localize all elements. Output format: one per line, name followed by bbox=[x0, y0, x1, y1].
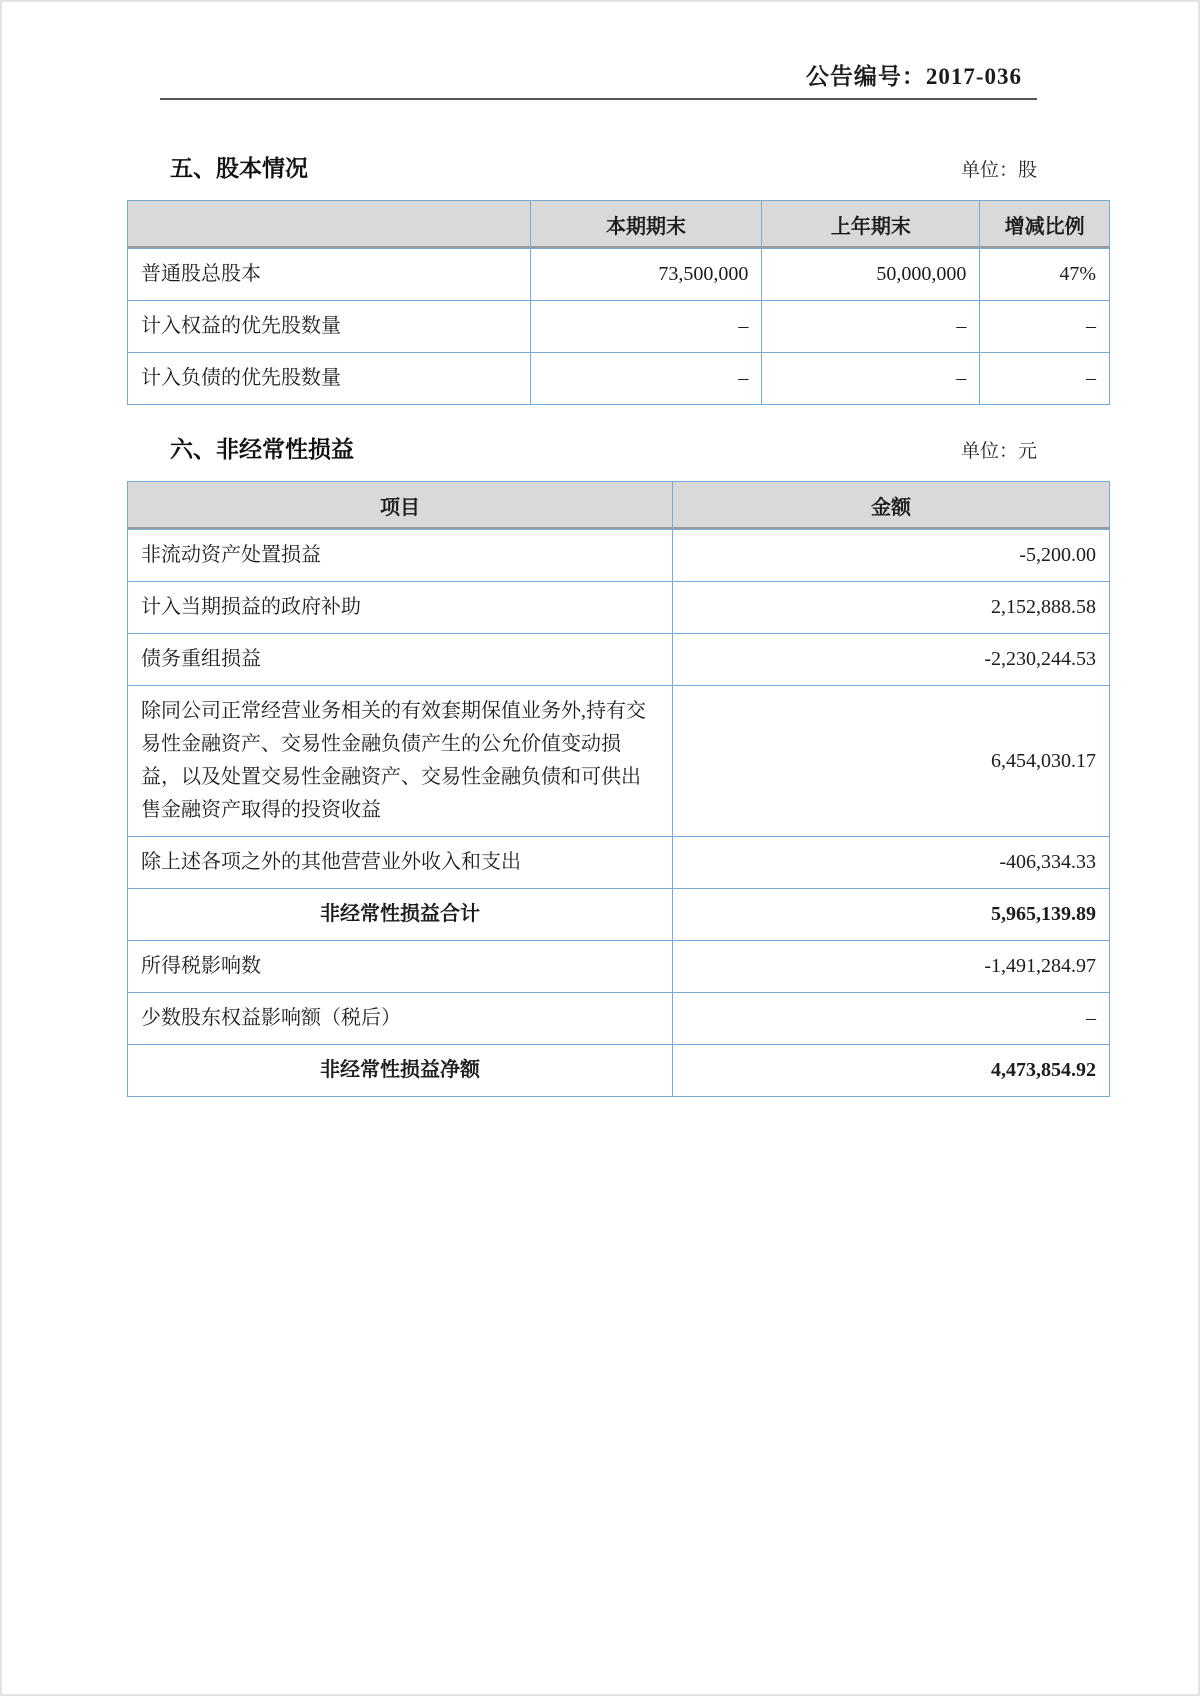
unit-label-yuan: 单位：元 bbox=[960, 441, 1037, 462]
cell-amount: 6,454,030.17 bbox=[673, 686, 1110, 837]
section-head-nonrecurring bbox=[127, 431, 1110, 464]
table-row bbox=[128, 249, 1110, 301]
announcement-number: 公告编号：2017-036 bbox=[805, 64, 1022, 89]
cell-item: 除上述各项之外的其他营营业外收入和支出 bbox=[128, 837, 673, 889]
cell-amount: 2,152,888.58 bbox=[673, 582, 1110, 634]
table-row bbox=[128, 353, 1110, 405]
document-page bbox=[127, 0, 1110, 1097]
cell-item: 少数股东权益影响额（税后） bbox=[128, 993, 673, 1045]
cell-item: 非流动资产处置损益 bbox=[128, 530, 673, 582]
cell-current: 73,500,000 bbox=[530, 249, 762, 301]
cell-label: 普通股总股本 bbox=[128, 249, 531, 301]
section-head-share-capital bbox=[127, 150, 1110, 183]
share-capital-table bbox=[127, 200, 1110, 405]
header-divider bbox=[160, 98, 1037, 100]
table-row bbox=[128, 530, 1110, 582]
cell-amount: 4,473,854.92 bbox=[673, 1045, 1110, 1097]
cell-item: 债务重组损益 bbox=[128, 634, 673, 686]
cell-item: 所得税影响数 bbox=[128, 941, 673, 993]
nonrecurring-table bbox=[127, 481, 1110, 1097]
table-row bbox=[128, 941, 1110, 993]
cell-amount: -2,230,244.53 bbox=[673, 634, 1110, 686]
cell-item: 计入当期损益的政府补助 bbox=[128, 582, 673, 634]
cell-current: – bbox=[530, 301, 762, 353]
section-nonrecurring bbox=[127, 431, 1110, 1097]
cell-previous: – bbox=[762, 301, 980, 353]
cell-amount: 5,965,139.89 bbox=[673, 889, 1110, 941]
cell-previous: – bbox=[762, 353, 980, 405]
table-row bbox=[128, 837, 1110, 889]
cell-label: 计入权益的优先股数量 bbox=[128, 301, 531, 353]
unit-label-shares: 单位：股 bbox=[960, 160, 1037, 181]
share-capital-header-row bbox=[128, 201, 1110, 249]
cell-amount: -406,334.33 bbox=[673, 837, 1110, 889]
cell-item: 除同公司正常经营业务相关的有效套期保值业务外,持有交易性金融资产、交易性金融负债产生的公允价值变动损益，以及处置交易性金融资产、交易性金融负债和可供出售金融资产取得的投资收益 bbox=[128, 686, 673, 837]
column-header-amount: 金额 bbox=[673, 482, 1110, 530]
cell-amount: – bbox=[673, 993, 1110, 1045]
table-row bbox=[128, 993, 1110, 1045]
table-row bbox=[128, 1045, 1110, 1097]
nonrecurring-header-row bbox=[128, 482, 1110, 530]
column-header-change: 增减比例 bbox=[980, 201, 1110, 249]
cell-change: – bbox=[980, 353, 1110, 405]
column-header-previous: 上年期末 bbox=[762, 201, 980, 249]
cell-item: 非经常性损益合计 bbox=[128, 889, 673, 941]
cell-amount: -1,491,284.97 bbox=[673, 941, 1110, 993]
cell-current: – bbox=[530, 353, 762, 405]
table-row bbox=[128, 686, 1110, 837]
document-header bbox=[127, 58, 1110, 100]
column-header-blank bbox=[128, 201, 531, 249]
section-share-capital bbox=[127, 150, 1110, 405]
cell-label: 计入负债的优先股数量 bbox=[128, 353, 531, 405]
cell-change: – bbox=[980, 301, 1110, 353]
column-header-current: 本期期末 bbox=[530, 201, 762, 249]
table-row bbox=[128, 301, 1110, 353]
section-title-share-capital: 五、股本情况 bbox=[170, 155, 308, 181]
cell-amount: -5,200.00 bbox=[673, 530, 1110, 582]
cell-change: 47% bbox=[980, 249, 1110, 301]
table-row bbox=[128, 634, 1110, 686]
cell-previous: 50,000,000 bbox=[762, 249, 980, 301]
table-row bbox=[128, 582, 1110, 634]
section-title-nonrecurring: 六、非经常性损益 bbox=[170, 436, 354, 462]
column-header-item: 项目 bbox=[128, 482, 673, 530]
table-row bbox=[128, 889, 1110, 941]
cell-item: 非经常性损益净额 bbox=[128, 1045, 673, 1097]
